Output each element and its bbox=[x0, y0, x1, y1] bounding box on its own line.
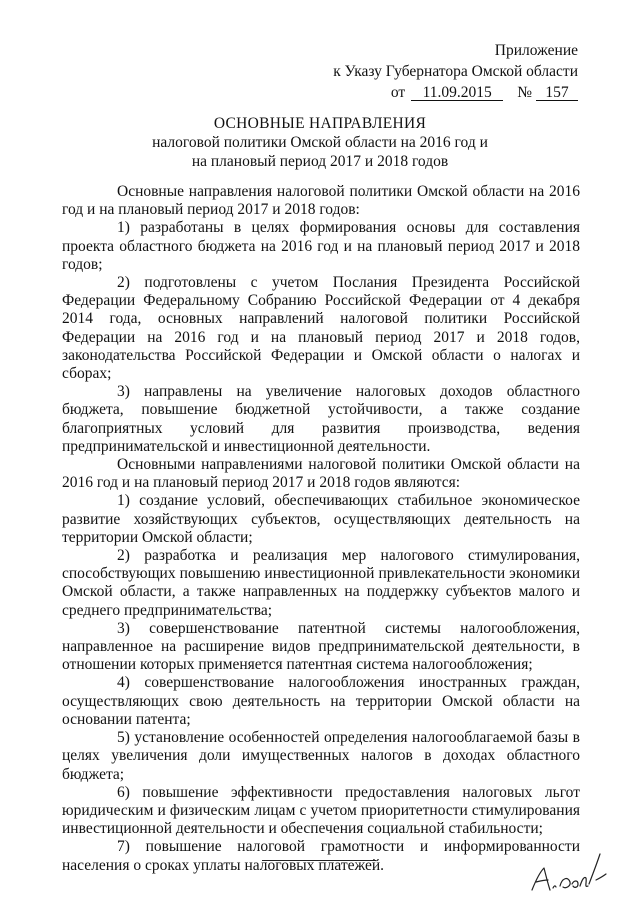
body-paragraph: 4) совершенствование налогообложения иностранных граждан, осуществляющих свою деятельность на территории Омской области на основании патента; bbox=[62, 674, 580, 728]
annex-from-label: от bbox=[390, 84, 406, 101]
annex-title: Приложение bbox=[494, 42, 578, 59]
document-title-line-2: налоговой политики Омской области на 2016 год и bbox=[152, 134, 488, 151]
body-paragraph: 2) подготовлены с учетом Послания Президента Российской Федерации Федеральному Собранию Российской Федерации от 4 декабря 2014 года, основных направлений налоговой политики Российской Федерации на 2016 год и на плановый период 2017 и 2018 годов, законодательства Российской Федерации и Омской области о налогах и сборах; bbox=[62, 274, 580, 383]
body-paragraph: Основными направлениями налоговой политики Омской области на 2016 год и на плановый период 2017 и 2018 годов являются: bbox=[62, 456, 580, 492]
annex-number: 157 bbox=[536, 85, 578, 101]
handwritten-signature bbox=[526, 846, 610, 896]
body-paragraph: 1) создание условий, обеспечивающих стабильное экономическое развитие хозяйствующих субъектов, осуществляющих деятельность на территории Омской области; bbox=[62, 492, 580, 546]
document-title bbox=[60, 114, 580, 171]
annex-number-label: № bbox=[517, 84, 532, 101]
annex-header bbox=[333, 40, 578, 103]
document-title-main: ОСНОВНЫЕ НАПРАВЛЕНИЯ bbox=[213, 115, 427, 132]
document-title-line-3: на плановый период 2017 и 2018 годов bbox=[191, 153, 449, 170]
annex-date: 11.09.2015 bbox=[411, 85, 503, 101]
closing-rule bbox=[262, 860, 376, 861]
document-body bbox=[62, 183, 580, 875]
annex-date-number-line bbox=[333, 82, 578, 103]
body-paragraph: 3) направлены на увеличение налоговых доходов областного бюджета, повышение бюджетной устойчивости, а также создание благоприятных условий для развития производства, ведения предпринимательской и инвестиционной деятельности. bbox=[62, 383, 580, 455]
body-paragraph: Основные направления налоговой политики Омской области на 2016 год и на плановый период 2017 и 2018 годов: bbox=[62, 183, 580, 219]
body-paragraph: 6) повышение эффективности предоставления налоговых льгот юридическим и физическим лицам с учетом приоритетности стимулирования инвестиционной деятельности и обеспечения социальной стабильности; bbox=[62, 783, 580, 838]
body-paragraph: 2) разработка и реализация мер налогового стимулирования, способствующих повышению инвестиционной привлекательности экономики Омской области, а также направленных на поддержку субъектов малого и среднего предпринимательства; bbox=[62, 547, 580, 619]
annex-decree-reference: к Указу Губернатора Омской области bbox=[333, 63, 578, 80]
body-paragraph: 7) повышение налоговой грамотности и информированности населения о сроках уплаты налоговых платежей. bbox=[62, 838, 580, 874]
body-paragraph: 1) разработаны в целях формирования основы для составления проекта областного бюджета на 2016 год и на плановый период 2017 и 2018 годов; bbox=[62, 219, 580, 273]
body-paragraph: 3) совершенствование патентной системы налогообложения, направленное на расширение видов предпринимательской деятельности, в отношении которых применяется патентная система налогообложения; bbox=[62, 619, 580, 674]
body-paragraph: 5) установление особенностей определения налогооблагаемой базы в целях увеличения доли имущественных налогов в доходах областного бюджета; bbox=[62, 729, 580, 783]
